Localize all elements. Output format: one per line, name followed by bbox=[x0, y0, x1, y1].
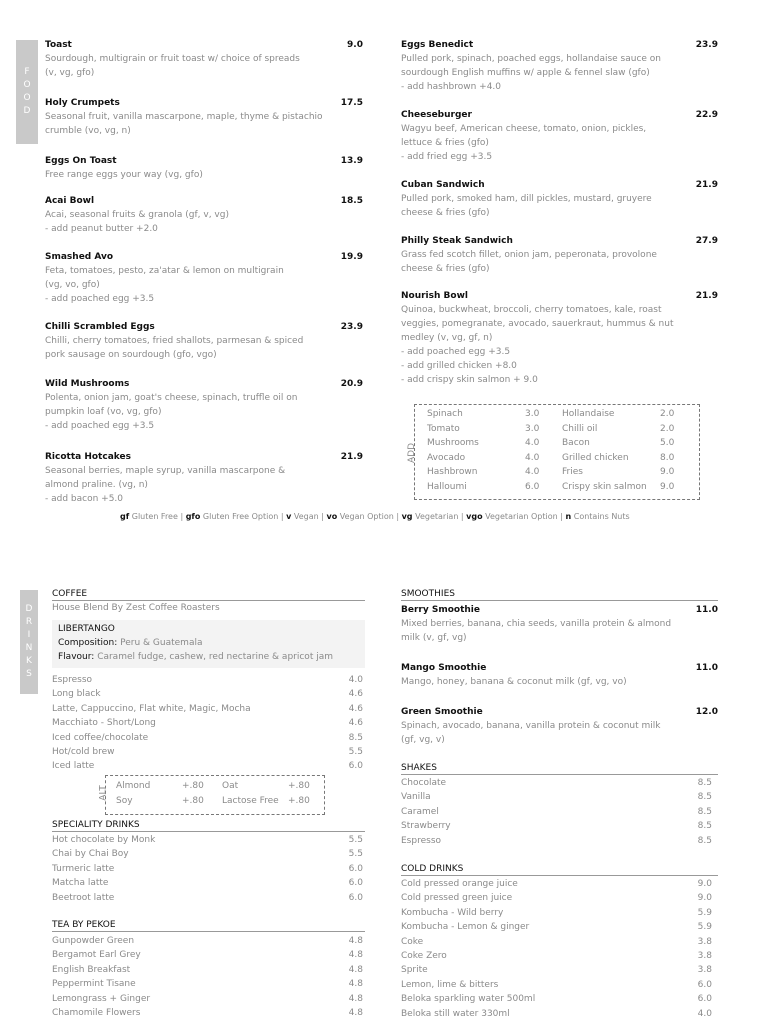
coffee-price: 4.6 bbox=[348, 689, 363, 700]
libertango-box bbox=[52, 620, 365, 668]
speciality-row bbox=[52, 891, 363, 905]
item-header bbox=[401, 38, 718, 52]
add-on-name: Mushrooms bbox=[427, 438, 479, 449]
item-description: Polenta, onion jam, goat's cheese, spinach, truffle oil on bbox=[45, 393, 298, 403]
add-ons-grid bbox=[427, 407, 689, 495]
item-name: Eggs Benedict bbox=[401, 40, 474, 50]
libertango-title: LIBERTANGO bbox=[58, 624, 115, 634]
coffee-price: 4.6 bbox=[348, 718, 363, 729]
item-description: pumpkin loaf (vo, vg, gfo) bbox=[45, 407, 162, 417]
add-on-name: Hashbrown bbox=[427, 467, 478, 478]
cold-drink-row bbox=[401, 963, 712, 977]
cold-drink-row bbox=[401, 1007, 712, 1021]
shake-row bbox=[401, 819, 712, 833]
tea-row bbox=[52, 1006, 363, 1020]
item-price: 27.9 bbox=[695, 236, 718, 246]
cold-drink-name: Cold pressed green juice bbox=[401, 893, 513, 904]
cold-drink-price: 9.0 bbox=[697, 879, 712, 889]
item-description: - add bacon +5.0 bbox=[45, 494, 124, 504]
item-description: Seasonal berries, maple syrup, vanilla mascarpone & bbox=[45, 466, 286, 476]
add-on-price: 9.0 bbox=[660, 467, 675, 478]
item-description: sourdough English muffins w/ apple & fennel slaw (gfo) bbox=[401, 68, 650, 78]
item-price: 11.0 bbox=[695, 663, 718, 673]
item-header bbox=[45, 194, 363, 208]
item-price: 21.9 bbox=[695, 180, 718, 190]
shake-price: 8.5 bbox=[697, 792, 712, 803]
item-header bbox=[401, 108, 718, 122]
legend-code: vgo bbox=[466, 512, 483, 521]
menu-item bbox=[45, 250, 363, 306]
tea-row bbox=[52, 934, 363, 948]
item-name: Acai Bowl bbox=[45, 196, 95, 206]
item-header bbox=[45, 38, 363, 52]
item-header bbox=[45, 250, 363, 264]
cold-drink-row bbox=[401, 949, 712, 963]
coffee-row bbox=[52, 687, 363, 701]
speciality-price: 5.5 bbox=[348, 835, 363, 845]
alt-milk-price: +.80 bbox=[288, 781, 310, 791]
add-on-name: Bacon bbox=[562, 438, 590, 449]
coffee-name: Long black bbox=[52, 689, 101, 700]
tea-price: 4.8 bbox=[348, 1008, 363, 1019]
alt-milk-name: Oat bbox=[222, 781, 239, 791]
tea-price: 4.8 bbox=[348, 950, 363, 961]
coffee-list bbox=[52, 673, 363, 774]
cold-drink-price: 6.0 bbox=[697, 979, 712, 990]
legend-separator: | bbox=[557, 512, 566, 521]
alt-milk-row bbox=[116, 794, 312, 809]
legend-separator: | bbox=[177, 512, 186, 521]
item-price: 23.9 bbox=[695, 40, 718, 50]
tea-row bbox=[52, 948, 363, 962]
cold-drink-row bbox=[401, 978, 712, 992]
coffee-name: Iced coffee/chocolate bbox=[52, 732, 149, 743]
tea-row bbox=[52, 977, 363, 991]
composition-label: Composition: bbox=[58, 638, 118, 648]
item-price: 19.9 bbox=[340, 252, 363, 262]
smoothie-item bbox=[401, 705, 718, 747]
cold-drink-row bbox=[401, 906, 712, 920]
coffee-title: COFFEE bbox=[52, 589, 365, 601]
coffee-price: 8.5 bbox=[348, 732, 363, 743]
item-description: Pulled pork, smoked ham, dill pickles, mustard, gruyere bbox=[401, 194, 652, 204]
legend-code: vg bbox=[401, 512, 413, 521]
add-ons-label: ADD bbox=[407, 442, 418, 464]
legend-code: v bbox=[286, 512, 292, 521]
menu-item bbox=[45, 96, 363, 138]
item-description: - add fried egg +3.5 bbox=[401, 152, 493, 162]
item-description: Quinoa, buckwheat, broccoli, cherry tomatoes, kale, roast bbox=[401, 305, 662, 315]
item-description: milk (v, gf, vg) bbox=[401, 633, 467, 643]
item-price: 20.9 bbox=[340, 379, 363, 389]
item-header bbox=[45, 154, 363, 168]
coffee-row bbox=[52, 673, 363, 687]
item-header bbox=[45, 377, 363, 391]
tea-name: Peppermint Tisane bbox=[52, 979, 136, 990]
alt-milk-label: ALT bbox=[98, 785, 109, 801]
coffee-price: 5.5 bbox=[348, 747, 363, 758]
item-description: lettuce & fries (gfo) bbox=[401, 138, 489, 148]
cold-drink-name: Coke bbox=[401, 936, 424, 947]
legend-code: n bbox=[565, 512, 572, 521]
item-description: veggies, pomegranate, avocado, sauerkraut, hummus & nut bbox=[401, 319, 674, 329]
item-header bbox=[401, 603, 718, 617]
speciality-name: Chai by Chai Boy bbox=[52, 849, 129, 860]
coffee-name: Macchiato - Short/Long bbox=[52, 718, 156, 729]
shake-price: 8.5 bbox=[697, 778, 712, 788]
item-description: - add hashbrown +4.0 bbox=[401, 82, 502, 92]
add-on-price: 4.0 bbox=[525, 452, 540, 463]
menu-item bbox=[45, 320, 363, 362]
item-header bbox=[45, 450, 363, 464]
legend-text: Vegetarian bbox=[412, 512, 459, 521]
cold-drink-price: 3.8 bbox=[697, 936, 712, 947]
shake-price: 8.5 bbox=[697, 806, 712, 817]
add-on-name: Grilled chicken bbox=[562, 452, 629, 463]
cold-drinks-title: COLD DRINKS bbox=[401, 864, 718, 876]
coffee-row bbox=[52, 759, 363, 773]
coffee-row bbox=[52, 745, 363, 759]
menu-item bbox=[45, 154, 363, 182]
item-description: cheese & fries (gfo) bbox=[401, 264, 490, 274]
item-header bbox=[401, 178, 718, 192]
tea-title: TEA BY PEKOE bbox=[52, 920, 365, 932]
drinks-tab bbox=[20, 590, 38, 694]
legend-separator: | bbox=[318, 512, 327, 521]
add-on-price: 2.0 bbox=[660, 423, 675, 434]
item-description: - add poached egg +3.5 bbox=[401, 347, 511, 357]
tab-letter: O bbox=[23, 80, 31, 90]
flavour-line bbox=[58, 650, 359, 664]
alt-milk-price: +.80 bbox=[182, 781, 204, 791]
item-name: Green Smoothie bbox=[401, 707, 483, 717]
add-on-row bbox=[427, 465, 689, 480]
menu-item bbox=[45, 38, 363, 80]
coffee-price: 4.0 bbox=[348, 675, 363, 685]
cold-drinks-list bbox=[401, 877, 712, 1021]
tab-letter: S bbox=[26, 669, 32, 679]
coffee-name: Espresso bbox=[52, 675, 93, 685]
item-description: medley (v, vg, gf, n) bbox=[401, 333, 493, 343]
speciality-price: 5.5 bbox=[348, 849, 363, 860]
menu-item bbox=[401, 178, 718, 220]
add-on-row bbox=[427, 436, 689, 451]
dietary-legend bbox=[120, 512, 630, 521]
item-description: crumble (vo, vg, n) bbox=[45, 126, 131, 136]
tea-row bbox=[52, 963, 363, 977]
alt-milk-name: Soy bbox=[116, 795, 133, 806]
item-name: Mango Smoothie bbox=[401, 663, 487, 673]
legend-text: Vegan bbox=[291, 512, 319, 521]
add-on-price: 8.0 bbox=[660, 452, 675, 463]
flavour-label: Flavour: bbox=[58, 652, 95, 662]
item-description: (vg, vo, gfo) bbox=[45, 280, 100, 290]
add-on-price: 3.0 bbox=[525, 423, 540, 434]
item-name: Berry Smoothie bbox=[401, 605, 480, 615]
item-header bbox=[45, 320, 363, 334]
menu-item bbox=[45, 194, 363, 236]
legend-separator: | bbox=[278, 512, 287, 521]
shake-name: Chocolate bbox=[401, 778, 447, 788]
item-description: Feta, tomatoes, pesto, za'atar & lemon on multigrain bbox=[45, 266, 284, 276]
add-on-name: Spinach bbox=[427, 409, 463, 419]
coffee-row bbox=[52, 702, 363, 716]
add-on-price: 5.0 bbox=[660, 438, 675, 449]
food-tab bbox=[16, 40, 38, 144]
speciality-row bbox=[52, 862, 363, 876]
item-price: 23.9 bbox=[340, 322, 363, 332]
item-description: - add crispy skin salmon + 9.0 bbox=[401, 375, 538, 385]
coffee-price: 6.0 bbox=[348, 761, 363, 772]
item-description: Spinach, avocado, banana, vanilla protein & coconut milk bbox=[401, 721, 661, 731]
tea-name: Bergamot Earl Grey bbox=[52, 950, 141, 961]
add-on-name: Halloumi bbox=[427, 481, 467, 492]
item-description: Pulled pork, spinach, poached eggs, hollandaise sauce on bbox=[401, 54, 662, 64]
item-description: Grass fed scotch fillet, onion jam, peperonata, provolone bbox=[401, 250, 657, 260]
item-description: Mixed berries, banana, chia seeds, vanilla protein & almond bbox=[401, 619, 672, 629]
item-description: Sourdough, multigrain or fruit toast w/ choice of spreads bbox=[45, 54, 300, 64]
legend-text: Vegetarian Option bbox=[482, 512, 558, 521]
add-on-price: 6.0 bbox=[525, 481, 540, 492]
item-description: Acai, seasonal fruits & granola (gf, v, vg) bbox=[45, 210, 229, 220]
shake-row bbox=[401, 834, 712, 848]
shake-name: Caramel bbox=[401, 806, 439, 817]
item-description: Mango, honey, banana & coconut milk (gf, vg, vo) bbox=[401, 677, 627, 687]
cold-drink-price: 5.9 bbox=[697, 907, 712, 918]
add-on-row bbox=[427, 480, 689, 495]
coffee-price: 4.6 bbox=[348, 703, 363, 714]
add-on-price: 4.0 bbox=[525, 438, 540, 449]
cold-drink-name: Beloka sparkling water 500ml bbox=[401, 994, 536, 1005]
legend-text: Contains Nuts bbox=[571, 512, 630, 521]
legend-text: Vegan Option bbox=[337, 512, 394, 521]
menu-item bbox=[45, 450, 363, 506]
item-name: Eggs On Toast bbox=[45, 156, 117, 166]
add-on-price: 9.0 bbox=[660, 481, 675, 492]
item-header bbox=[401, 661, 718, 675]
menu-item bbox=[401, 108, 718, 164]
smoothie-item bbox=[401, 603, 718, 645]
tea-price: 4.8 bbox=[348, 979, 363, 990]
composition-line bbox=[58, 636, 359, 650]
add-on-name: Chilli oil bbox=[562, 423, 598, 434]
alt-milk-name: Lactose Free bbox=[222, 795, 279, 806]
item-description: - add poached egg +3.5 bbox=[45, 421, 155, 431]
item-price: 21.9 bbox=[340, 452, 363, 462]
item-name: Smashed Avo bbox=[45, 252, 114, 262]
cold-drink-row bbox=[401, 920, 712, 934]
cold-drink-name: Kombucha - Wild berry bbox=[401, 907, 504, 918]
menu-item bbox=[401, 289, 718, 387]
item-header bbox=[401, 234, 718, 248]
speciality-row bbox=[52, 876, 363, 890]
tea-name: Chamomile Flowers bbox=[52, 1008, 141, 1019]
item-description: Wagyu beef, American cheese, tomato, onion, pickles, bbox=[401, 124, 647, 134]
legend-text: Gluten Free bbox=[129, 512, 178, 521]
item-name: Chilli Scrambled Eggs bbox=[45, 322, 155, 332]
tab-letter: R bbox=[25, 617, 33, 627]
speciality-name: Beetroot latte bbox=[52, 892, 115, 903]
legend-code: gfo bbox=[185, 512, 201, 521]
coffee-row bbox=[52, 716, 363, 730]
item-description: - add poached egg +3.5 bbox=[45, 294, 155, 304]
legend-code: gf bbox=[120, 512, 130, 521]
speciality-name: Hot chocolate by Monk bbox=[52, 835, 156, 845]
speciality-title: SPECIALITY DRINKS bbox=[52, 820, 365, 832]
cold-drink-price: 5.9 bbox=[697, 922, 712, 933]
item-name: Holy Crumpets bbox=[45, 98, 120, 108]
cold-drink-price: 6.0 bbox=[697, 994, 712, 1005]
shake-row bbox=[401, 790, 712, 804]
legend-separator: | bbox=[393, 512, 402, 521]
tea-name: English Breakfast bbox=[52, 964, 131, 975]
menu-item bbox=[401, 234, 718, 276]
cold-drink-name: Sprite bbox=[401, 965, 428, 976]
shake-name: Strawberry bbox=[401, 821, 451, 832]
item-name: Cuban Sandwich bbox=[401, 180, 485, 190]
smoothies-title: SMOOTHIES bbox=[401, 589, 718, 601]
tea-row bbox=[52, 992, 363, 1006]
speciality-list bbox=[52, 833, 363, 905]
speciality-name: Matcha latte bbox=[52, 878, 109, 889]
speciality-name: Turmeric latte bbox=[52, 863, 115, 874]
cold-drink-name: Coke Zero bbox=[401, 951, 447, 962]
item-name: Cheeseburger bbox=[401, 110, 472, 120]
coffee-name: Hot/cold brew bbox=[52, 747, 115, 758]
tea-price: 4.8 bbox=[348, 993, 363, 1004]
tab-letter: N bbox=[25, 643, 33, 653]
shake-price: 8.5 bbox=[697, 821, 712, 832]
tea-list bbox=[52, 934, 363, 1020]
tea-name: Gunpowder Green bbox=[52, 936, 135, 946]
add-on-price: 2.0 bbox=[660, 409, 675, 419]
item-price: 21.9 bbox=[695, 291, 718, 301]
speciality-price: 6.0 bbox=[348, 878, 363, 889]
cold-drink-row bbox=[401, 935, 712, 949]
tab-letter: K bbox=[26, 656, 32, 666]
add-on-name: Tomato bbox=[427, 423, 460, 434]
alt-milk-grid bbox=[116, 779, 312, 808]
flavour-value: Caramel fudge, cashew, red nectarine & apricot jam bbox=[97, 652, 333, 662]
item-description: - add peanut butter +2.0 bbox=[45, 224, 158, 234]
add-on-name: Avocado bbox=[427, 452, 466, 463]
add-on-price: 3.0 bbox=[525, 409, 540, 419]
tab-letter: O bbox=[23, 93, 31, 103]
shakes-list bbox=[401, 776, 712, 848]
add-on-name: Hollandaise bbox=[562, 409, 615, 419]
shake-name: Espresso bbox=[401, 835, 442, 846]
legend-code: vo bbox=[326, 512, 338, 521]
item-price: 18.5 bbox=[340, 196, 363, 206]
speciality-price: 6.0 bbox=[348, 863, 363, 874]
item-description: Seasonal fruit, vanilla mascarpone, maple, thyme & pistachio bbox=[45, 112, 323, 122]
alt-milk-price: +.80 bbox=[182, 795, 204, 806]
cold-drink-price: 3.8 bbox=[697, 965, 712, 976]
item-price: 22.9 bbox=[695, 110, 718, 120]
add-on-name: Crispy skin salmon bbox=[562, 481, 647, 492]
item-name: Wild Mushrooms bbox=[45, 379, 130, 389]
item-description: (gf, vg, v) bbox=[401, 735, 445, 745]
item-name: Philly Steak Sandwich bbox=[401, 236, 513, 246]
item-description: - add grilled chicken +8.0 bbox=[401, 361, 517, 371]
add-on-row bbox=[427, 422, 689, 437]
coffee-name: Latte, Cappuccino, Flat white, Magic, Mocha bbox=[52, 703, 251, 714]
alt-milk-price: +.80 bbox=[288, 795, 310, 806]
cold-drink-name: Cold pressed orange juice bbox=[401, 879, 518, 889]
shake-row bbox=[401, 776, 712, 790]
add-on-name: Fries bbox=[562, 467, 583, 478]
item-description: (v, vg, gfo) bbox=[45, 68, 95, 78]
item-description: Free range eggs your way (vg, gfo) bbox=[45, 170, 203, 180]
alt-milk-row bbox=[116, 779, 312, 794]
item-description: Chilli, cherry tomatoes, fried shallots, parmesan & spiced bbox=[45, 336, 304, 346]
cold-drink-name: Lemon, lime & bitters bbox=[401, 979, 499, 990]
cold-drink-price: 9.0 bbox=[697, 893, 712, 904]
speciality-row bbox=[52, 847, 363, 861]
tab-letter: D bbox=[23, 106, 31, 116]
menu-item bbox=[45, 377, 363, 433]
cold-drink-price: 3.8 bbox=[697, 951, 712, 962]
shake-name: Vanilla bbox=[401, 792, 431, 803]
composition-value: Peru & Guatemala bbox=[120, 638, 203, 648]
coffee-row bbox=[52, 731, 363, 745]
cold-drink-name: Beloka still water 330ml bbox=[401, 1008, 510, 1019]
coffee-subtitle: House Blend By Zest Coffee Roasters bbox=[52, 603, 220, 613]
tab-letter: D bbox=[25, 604, 33, 614]
cold-drink-price: 4.0 bbox=[697, 1008, 712, 1019]
legend-separator: | bbox=[458, 512, 467, 521]
item-name: Ricotta Hotcakes bbox=[45, 452, 131, 462]
speciality-price: 6.0 bbox=[348, 892, 363, 903]
add-on-row bbox=[427, 407, 689, 422]
add-on-row bbox=[427, 451, 689, 466]
item-description: cheese & fries (gfo) bbox=[401, 208, 490, 218]
coffee-name: Iced latte bbox=[52, 761, 95, 772]
item-header bbox=[401, 289, 718, 303]
menu-item bbox=[401, 38, 718, 94]
item-name: Nourish Bowl bbox=[401, 291, 468, 301]
add-on-price: 4.0 bbox=[525, 467, 540, 478]
speciality-row bbox=[52, 833, 363, 847]
item-price: 11.0 bbox=[695, 605, 718, 615]
item-price: 13.9 bbox=[340, 156, 363, 166]
tab-letter: F bbox=[24, 67, 30, 77]
smoothie-item bbox=[401, 661, 718, 689]
shake-row bbox=[401, 805, 712, 819]
shake-price: 8.5 bbox=[697, 835, 712, 846]
cold-drink-row bbox=[401, 877, 712, 891]
cold-drink-row bbox=[401, 992, 712, 1006]
item-price: 17.5 bbox=[340, 98, 363, 108]
item-name: Toast bbox=[45, 40, 72, 50]
cold-drink-name: Kombucha - Lemon & ginger bbox=[401, 922, 530, 933]
item-description: almond praline. (vg, n) bbox=[45, 480, 148, 490]
cold-drink-row bbox=[401, 891, 712, 905]
item-price: 12.0 bbox=[695, 707, 718, 717]
tea-price: 4.8 bbox=[348, 964, 363, 975]
shakes-title: SHAKES bbox=[401, 763, 718, 775]
tab-letter: I bbox=[27, 630, 31, 640]
legend-text: Gluten Free Option bbox=[200, 512, 279, 521]
tea-name: Lemongrass + Ginger bbox=[52, 993, 151, 1004]
item-price: 9.0 bbox=[347, 40, 363, 50]
item-header bbox=[401, 705, 718, 719]
tea-price: 4.8 bbox=[348, 936, 363, 946]
item-header bbox=[45, 96, 363, 110]
alt-milk-name: Almond bbox=[116, 781, 151, 791]
item-description: pork sausage on sourdough (gfo, vgo) bbox=[45, 350, 217, 360]
